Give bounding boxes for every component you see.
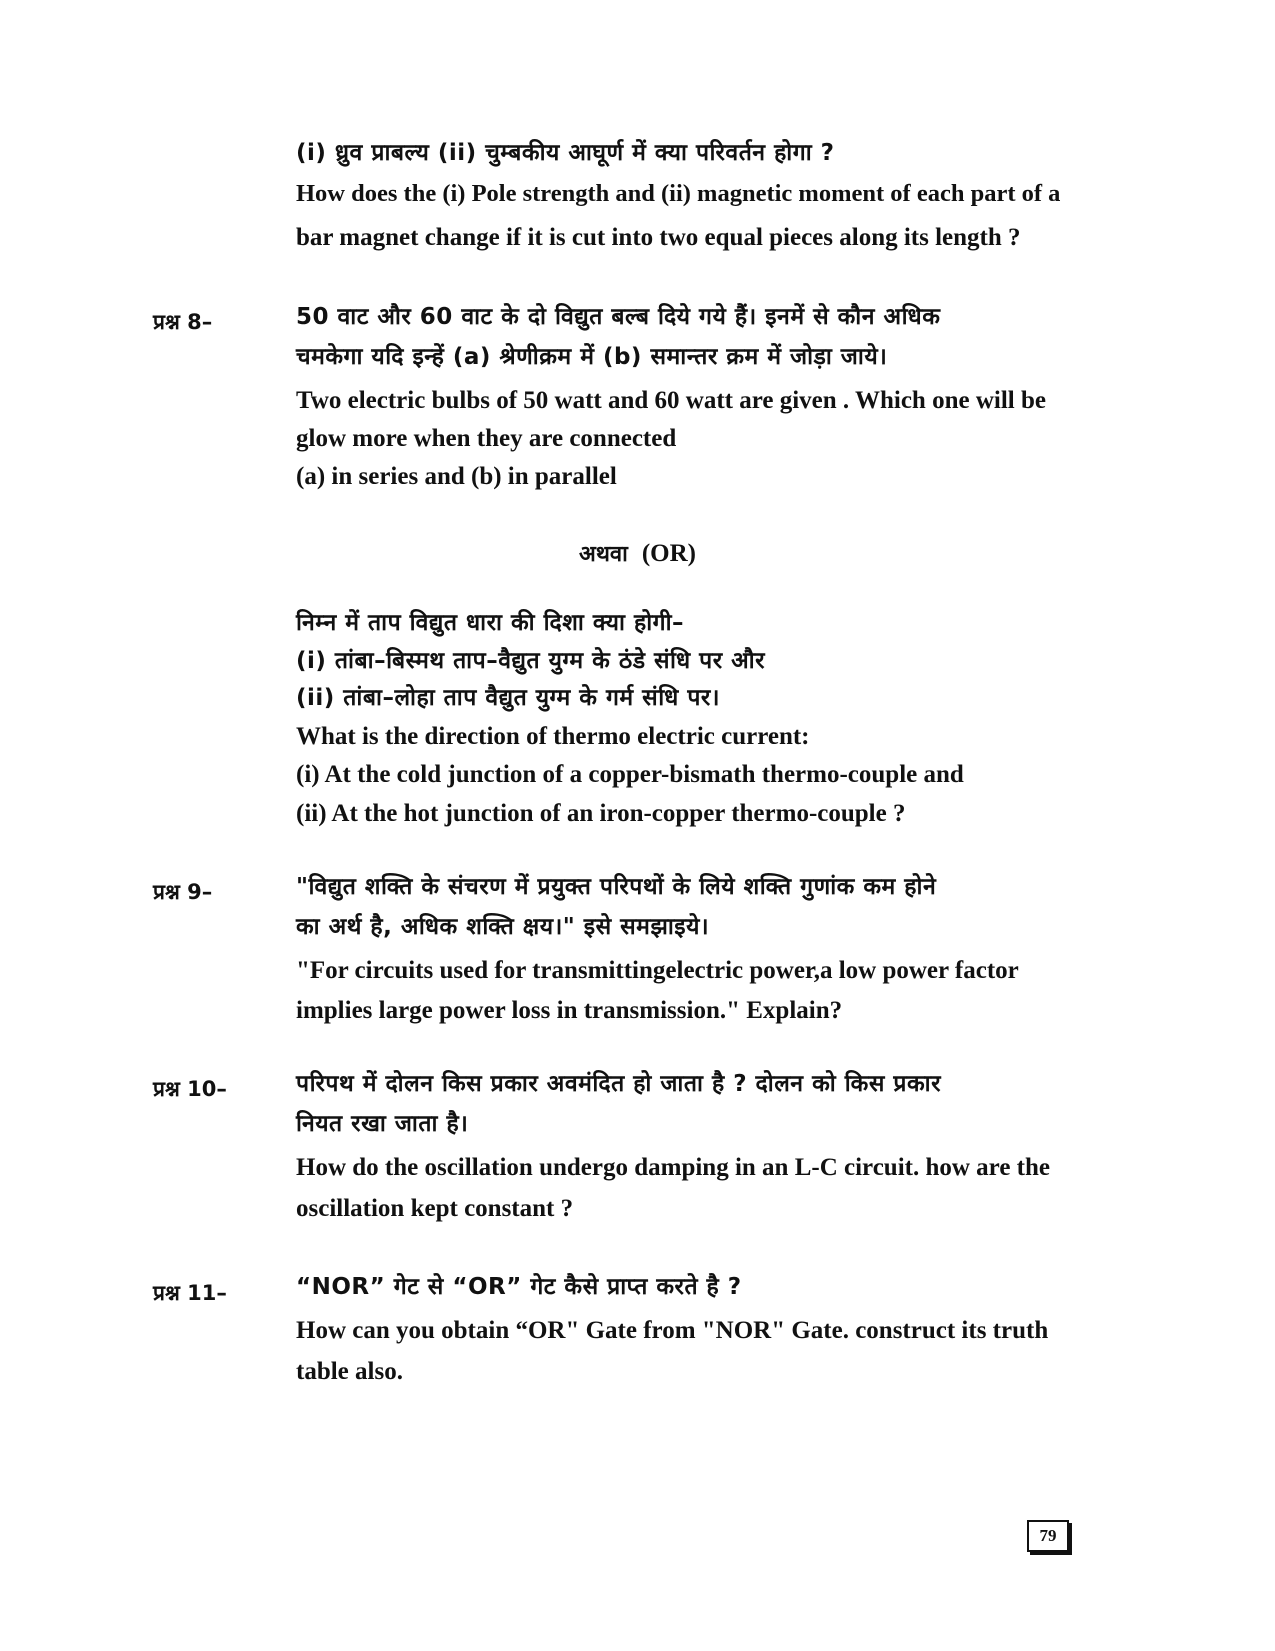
question-9-english-line-2: implies large power loss in transmission." Explain? [296,997,843,1024]
question-8-alt-hindi-line-2: (i) तांबा–बिस्मथ ताप–वैद्युत युग्म के ठंडे संधि पर और [296,648,766,674]
intro-hindi-line: (i) ध्रुव प्राबल्य (ii) चुम्बकीय आघूर्ण में क्या परिवर्तन होगा ? [296,140,835,166]
question-10-hindi-line-1: परिपथ में दोलन किस प्रकार अवमंदित हो जाता है ? दोलन को किस प्रकार [296,1071,941,1097]
question-8-alt-hindi-line-1: निम्न में ताप विद्युत धारा की दिशा क्या होगी– [296,610,685,636]
question-9-english-line-1 [296,958,1072,983]
question-8-alt-hindi-line-3: (ii) तांबा–लोहा ताप वैद्युत युग्म के गर्म संधि पर। [296,685,721,711]
question-10-label: प्रश्न 10– [153,1077,227,1101]
question-11-label: प्रश्न 11– [153,1281,227,1305]
question-8-english-line-3: (a) in series and (b) in parallel [296,463,617,490]
question-10-hindi-line-2: नियत रखा जाता है। [296,1111,469,1137]
question-11-hindi-line-1: “NOR” गेट से “OR” गेट कैसे प्राप्त करते है ? [296,1274,742,1300]
question-10-english-line-1: How do the oscillation undergo damping in an L-C circuit. how are the [296,1154,1050,1181]
question-9-english-text-1: "For circuits used for transmittingelectric power,a low power factor [296,957,1019,984]
intro-english-line-1 [296,182,1072,207]
question-8-english-line-1: Two electric bulbs of 50 watt and 60 watt are given . Which one will be [296,387,1046,414]
or-separator-english: (OR) [641,540,696,567]
question-11-english-line-1: How can you obtain “OR" Gate from "NOR" Gate. construct its truth [296,1317,1049,1344]
question-9-hindi-line-2: का अर्थ है, अधिक शक्ति क्षय।" इसे समझाइये। [296,914,710,940]
question-8-alt-english-line-3: (ii) At the hot junction of an iron-copper thermo-couple ? [296,800,906,827]
question-10-english-line-2: oscillation kept constant ? [296,1195,574,1222]
page-number-box: 79 [1027,1520,1069,1552]
intro-english-line-2: bar magnet change if it is cut into two equal pieces along its length ? [296,224,1021,251]
or-separator-hindi: अथवा [579,542,628,567]
question-8-alt-english-line-1: What is the direction of thermo electric current: [296,723,810,750]
question-9-hindi-line-1: "विद्युत शक्ति के संचरण में प्रयुक्त परिपथों के लिये शक्ति गुणांक कम होने [296,874,937,900]
question-9-label: प्रश्न 9– [153,880,213,904]
question-11-english-line-2: table also. [296,1358,403,1385]
question-8-alt-english-line-2: (i) At the cold junction of a copper-bismath thermo-couple and [296,761,964,788]
question-8-english-line-2: glow more when they are connected [296,425,677,452]
question-8-label: प्रश्न 8– [153,310,213,334]
intro-english-text-1: How does the (i) Pole strength and (ii) magnetic moment of each part of a [296,180,1061,207]
question-8-hindi-line-2: चमकेगा यदि इन्हें (a) श्रेणीक्रम में (b) समान्तर क्रम में जोड़ा जाये। [296,344,888,370]
question-8-hindi-line-1: 50 वाट और 60 वाट के दो विद्युत बल्ब दिये गये हैं। इनमें से कौन अधिक [296,304,941,330]
or-separator [0,538,1275,568]
